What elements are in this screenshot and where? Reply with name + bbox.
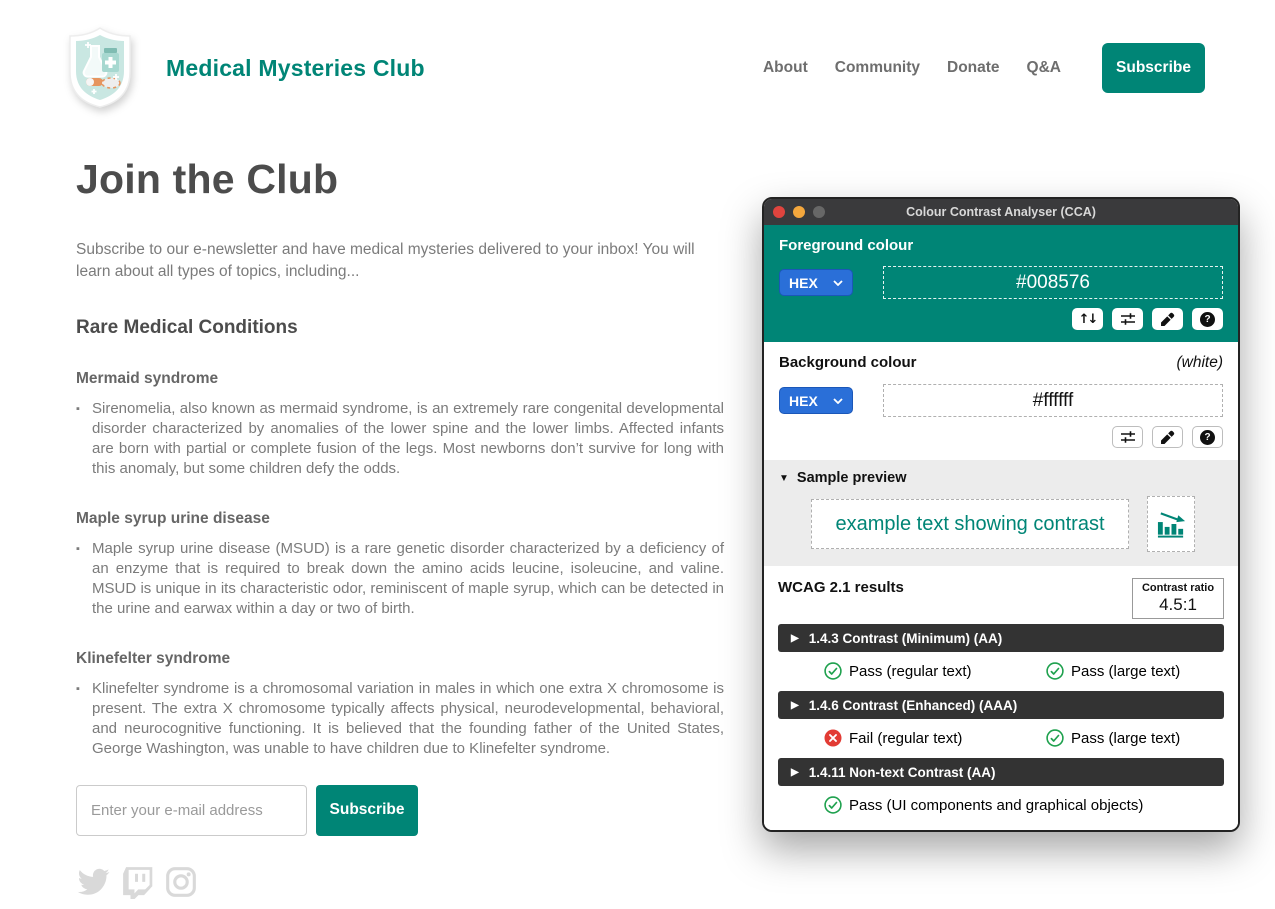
question-icon: ? xyxy=(1200,430,1215,445)
foreground-label: Foreground colour xyxy=(779,237,914,254)
triangle-right-icon: ▶ xyxy=(791,699,799,711)
sliders-icon xyxy=(1120,312,1136,326)
foreground-hex-input[interactable]: #008576 xyxy=(883,266,1223,299)
declining-chart-icon xyxy=(1156,509,1187,539)
contrast-ratio-value: 4.5:1 xyxy=(1159,595,1197,614)
criterion-1-4-11[interactable] xyxy=(778,758,1224,786)
result-pass-large xyxy=(1046,729,1180,747)
condition-title: Klinefelter syndrome xyxy=(76,649,231,667)
main-nav xyxy=(763,43,1205,93)
condition-title: Maple syrup urine disease xyxy=(76,509,270,527)
foreground-panel xyxy=(764,225,1238,342)
site-title: Medical Mysteries Club xyxy=(166,54,425,81)
triangle-right-icon: ▶ xyxy=(791,632,799,644)
cca-window-title: Colour Contrast Analyser (CCA) xyxy=(906,205,1096,219)
background-format-select[interactable] xyxy=(779,387,853,414)
results-heading: WCAG 2.1 results xyxy=(778,579,904,596)
cca-titlebar[interactable] xyxy=(764,199,1238,225)
background-panel xyxy=(764,342,1238,460)
result-label: Pass (UI components and graphical objects) xyxy=(849,796,1144,814)
site-header xyxy=(0,0,1275,110)
question-icon: ? xyxy=(1200,312,1215,327)
intro-text: Subscribe to our e-newsletter and have medical mysteries delivered to your inbox! You will learn about all types of topics, including... xyxy=(76,241,695,281)
condition-body: ▪ Klinefelter syndrome is a chromosomal variation in males in which one extra X chromosome is present. The extra X chromosome typically affects physical, neurodevelopmental, behavioral, and neurocognitive functioning. It is believed that the founding father of the United States, George Washington, was unable to have children due to Klinefelter syndrome. xyxy=(76,679,724,759)
swap-colours-button[interactable] xyxy=(1072,308,1103,330)
eyedropper-icon xyxy=(1160,312,1175,327)
result-label: Fail (regular text) xyxy=(849,729,963,747)
format-value: HEX xyxy=(789,274,818,291)
nav-qa[interactable]: Q&A xyxy=(1026,59,1061,76)
background-colour-note: (white) xyxy=(1176,354,1223,371)
swap-arrows-icon: ↑↓ xyxy=(1078,311,1097,327)
criterion-name: 1.4.6 Contrast (Enhanced) (AAA) xyxy=(808,697,1018,713)
result-pass-regular xyxy=(824,662,1046,680)
foreground-help-button[interactable] xyxy=(1192,308,1223,330)
pass-check-icon xyxy=(824,662,842,680)
condition-title: Mermaid syndrome xyxy=(76,369,219,387)
foreground-eyedropper-button[interactable] xyxy=(1152,308,1183,330)
condition-klinefelter-syndrome xyxy=(76,650,724,759)
twitter-icon[interactable] xyxy=(76,865,110,899)
social-links xyxy=(76,865,724,899)
result-label: Pass (regular text) xyxy=(849,662,972,680)
sample-preview-label: Sample preview xyxy=(796,470,907,486)
triangle-down-icon: ▼ xyxy=(779,472,789,484)
contrast-ratio-box xyxy=(1132,578,1224,619)
pass-check-icon xyxy=(1046,729,1064,747)
result-label: Pass (large text) xyxy=(1071,729,1181,747)
result-label: Pass (large text) xyxy=(1071,662,1181,680)
criterion-name: 1.4.3 Contrast (Minimum) (AA) xyxy=(808,630,1003,646)
club-logo-icon xyxy=(64,26,136,110)
condition-body: ▪ Maple syrup urine disease (MSUD) is a rare genetic disorder characterized by a deficiency of an enzyme that is required to break down the amino acids leucine, isoleucine, and valine. MSUD is unique in its characteristic odor, reminiscent of maple syrup, which can be detected in the urine and earwax within a day or two of birth. xyxy=(76,539,724,619)
page-title: Join the Club xyxy=(76,156,339,202)
criterion-name: 1.4.11 Non-text Contrast (AA) xyxy=(808,764,996,780)
pass-check-icon xyxy=(1046,662,1064,680)
background-hex-input[interactable]: #ffffff xyxy=(883,384,1223,417)
condition-maple-syrup-urine-disease xyxy=(76,510,724,619)
background-label: Background colour xyxy=(779,354,917,371)
sliders-icon xyxy=(1120,430,1136,444)
instagram-icon[interactable] xyxy=(164,865,198,899)
wcag-results-panel xyxy=(764,566,1238,830)
subscribe-button[interactable]: Subscribe xyxy=(316,785,418,836)
chevron-down-icon xyxy=(833,280,843,286)
nav-community[interactable]: Community xyxy=(834,59,920,76)
foreground-format-select[interactable] xyxy=(779,269,853,296)
nav-about[interactable]: About xyxy=(762,59,808,76)
section-heading: Rare Medical Conditions xyxy=(76,316,298,338)
format-value: HEX xyxy=(789,392,818,409)
subscribe-form xyxy=(76,785,724,836)
condition-body: ▪ Sirenomelia, also known as mermaid syndrome, is an extremely rare congenital developmental disorder characterized by anomalies of the lower spine and the lower limbs. Affected infants are born with partial or complete fusion of the legs. Most newborns don’t survive for long with this anomaly, but some children defy the odds. xyxy=(76,399,724,479)
background-adjust-button[interactable] xyxy=(1112,426,1143,448)
result-pass-large xyxy=(1046,662,1180,680)
background-help-button[interactable] xyxy=(1192,426,1223,448)
sample-preview-panel xyxy=(764,460,1238,566)
main-content xyxy=(76,156,724,899)
eyedropper-icon xyxy=(1160,430,1175,445)
fail-cross-icon xyxy=(824,729,842,747)
email-input[interactable] xyxy=(76,785,307,836)
background-eyedropper-button[interactable] xyxy=(1152,426,1183,448)
condition-mermaid-syndrome xyxy=(76,370,724,479)
foreground-adjust-button[interactable] xyxy=(1112,308,1143,330)
sample-text: example text showing contrast xyxy=(835,512,1105,535)
result-pass-ui-components xyxy=(824,796,1143,814)
triangle-right-icon: ▶ xyxy=(791,766,799,778)
cca-window xyxy=(762,197,1240,832)
nav-subscribe-button[interactable]: Subscribe xyxy=(1102,43,1205,93)
pass-check-icon xyxy=(824,796,842,814)
sample-graph-button[interactable] xyxy=(1147,496,1195,552)
result-fail-regular xyxy=(824,729,1046,747)
twitch-icon[interactable] xyxy=(120,865,154,899)
chevron-down-icon xyxy=(833,398,843,404)
sample-text-box[interactable] xyxy=(811,499,1129,549)
contrast-ratio-label: Contrast ratio xyxy=(1141,582,1215,594)
nav-donate[interactable]: Donate xyxy=(947,59,1000,76)
criterion-1-4-3[interactable] xyxy=(778,624,1224,652)
sample-preview-toggle[interactable] xyxy=(779,470,1223,486)
criterion-1-4-6[interactable] xyxy=(778,691,1224,719)
brand-link[interactable] xyxy=(64,26,425,110)
